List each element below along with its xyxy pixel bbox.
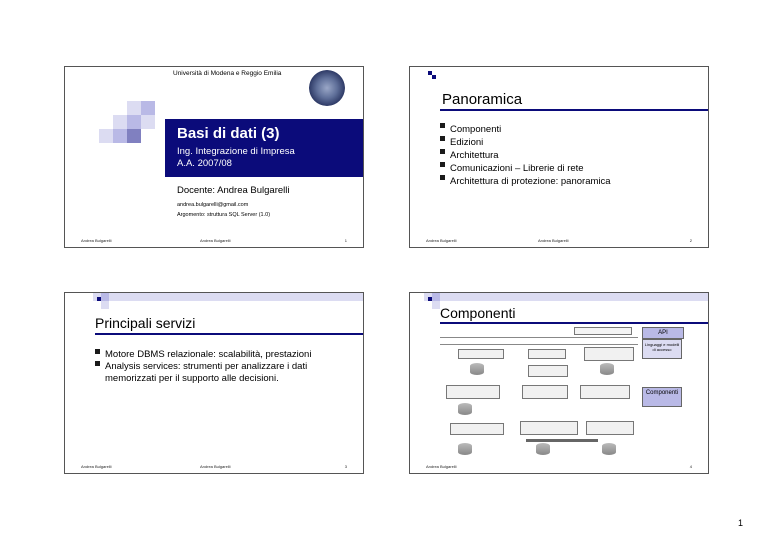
diagram-database-icon bbox=[602, 443, 616, 455]
slide-number: 3 bbox=[344, 464, 347, 469]
diagram-box bbox=[580, 385, 630, 399]
teacher-name: Docente: Andrea Bulgarelli bbox=[177, 185, 290, 196]
page-number: 1 bbox=[738, 518, 744, 528]
diagram-box bbox=[458, 349, 504, 359]
api-note-box bbox=[642, 339, 682, 359]
api-note: Linguaggi e modelli di accesso bbox=[644, 342, 680, 352]
diagram-database-icon bbox=[458, 443, 472, 455]
api-label-box bbox=[642, 327, 684, 339]
diagram-box bbox=[528, 365, 568, 377]
components-label-box bbox=[642, 387, 682, 407]
slide-number: 2 bbox=[689, 238, 692, 243]
slide-title: Basi di dati (3) bbox=[177, 125, 280, 142]
diagram-database-icon bbox=[536, 443, 550, 455]
title-divider bbox=[440, 322, 708, 324]
architecture-diagram bbox=[440, 325, 640, 465]
diagram-database-icon bbox=[470, 363, 484, 375]
slide-subtitle-course: Ing. Integrazione di Impresa bbox=[177, 146, 295, 157]
list-item: Edizioni bbox=[440, 136, 611, 149]
footer-left: Andrea Bulgarelli bbox=[426, 238, 457, 243]
footer-center: Andrea Bulgarelli bbox=[200, 464, 231, 469]
title-divider bbox=[440, 109, 708, 111]
footer-center: Andrea Bulgarelli bbox=[200, 238, 231, 243]
slide-title: Componenti bbox=[440, 305, 516, 321]
university-seal-icon bbox=[309, 70, 345, 106]
university-name: Università di Modena e Reggio Emilia bbox=[173, 70, 282, 77]
components-label: Componenti bbox=[645, 390, 679, 396]
diagram-database-icon bbox=[600, 363, 614, 375]
diagram-box bbox=[584, 347, 634, 361]
diagram-api-row bbox=[440, 337, 638, 345]
teacher-email: andrea.bulgarelli@gmail.com bbox=[177, 202, 249, 208]
diagram-caption-bar bbox=[526, 439, 598, 442]
footer-center: Andrea Bulgarelli bbox=[538, 238, 569, 243]
slide-1 bbox=[64, 66, 364, 248]
bullet-list bbox=[440, 123, 611, 188]
list-item: Componenti bbox=[440, 123, 611, 136]
api-label: API bbox=[658, 330, 668, 336]
diagram-box bbox=[446, 385, 500, 399]
bullet-list bbox=[95, 349, 345, 385]
list-item: Analysis services: strumenti per analizzare i dati memorizzati per il supporto alle decisioni. bbox=[95, 361, 345, 385]
slide-title: Panoramica bbox=[442, 91, 523, 108]
slide-2 bbox=[409, 66, 709, 248]
slide-number: 1 bbox=[344, 238, 347, 243]
footer-left: Andrea Bulgarelli bbox=[81, 464, 112, 469]
diagram-box bbox=[520, 421, 578, 435]
slide-number: 4 bbox=[689, 464, 692, 469]
list-item: Architettura di protezione: panoramica bbox=[440, 175, 611, 188]
slide-title: Principali servizi bbox=[95, 315, 196, 331]
topic: Argomento: struttura SQL Server (1.0) bbox=[177, 212, 271, 218]
diagram-top-box bbox=[574, 327, 632, 335]
slide-subtitle-year: A.A. 2007/08 bbox=[177, 158, 232, 169]
diagram-box bbox=[528, 349, 566, 359]
title-divider bbox=[95, 333, 363, 335]
footer-left: Andrea Bulgarelli bbox=[81, 238, 112, 243]
diagram-box bbox=[450, 423, 504, 435]
diagram-database-icon bbox=[458, 403, 472, 415]
list-item: Architettura bbox=[440, 149, 611, 162]
diagram-box bbox=[586, 421, 634, 435]
slide-4 bbox=[409, 292, 709, 474]
slide-3 bbox=[64, 292, 364, 474]
list-item: Comunicazioni – Librerie di rete bbox=[440, 162, 611, 175]
title-band bbox=[165, 119, 364, 177]
diagram-box bbox=[522, 385, 568, 399]
list-item: Motore DBMS relazionale: scalabilità, prestazioni bbox=[95, 349, 345, 361]
footer-left: Andrea Bulgarelli bbox=[426, 464, 457, 469]
